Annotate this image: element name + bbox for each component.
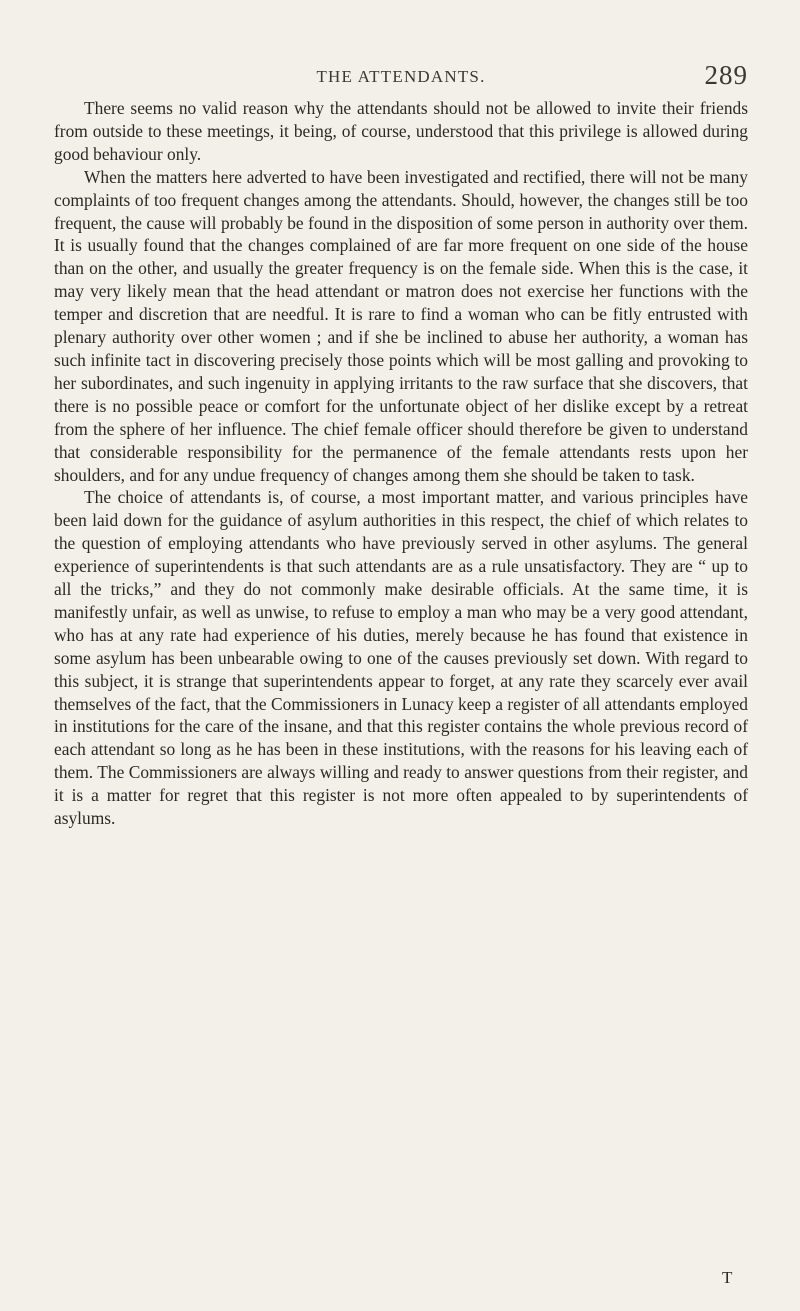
paragraph-friends: There seems no valid reason why the attendants should not be allowed to invite their friends from outside to these meetings, it being, of course, understood that this privilege is allowed during good behaviour only.: [54, 98, 748, 164]
running-title: THE ATTENDANTS.: [316, 67, 486, 86]
signature-mark: T: [722, 1268, 733, 1287]
paragraph-choice-of-attendants: The choice of attendants is, of course, a most important matter, and various principles have been laid down for the guidance of asylum authorities in this respect, the chief of which relates to the question of employing attendants who have previously served in other asylums. The general experience of superintendents is that such attendants are as a rule unsatisfactory. They are “ up to all the tricks,” and they do not commonly make desirable officials. At the same time, it is manifestly unfair, as well as unwise, to refuse to employ a man who may be a very good attendant, who has at any rate had experience of his duties, merely because he has found that existence in some asylum has been unbearable owing to one of the causes previously set down. With regard to this subject, it is strange that superintendents appear to forget, at any rate they scarcely ever avail themselves of the fact, that the Commissioners in Lunacy keep a register of all attendants employed in institutions for the care of the insane, and that this register contains the whole previous record of each attendant so long as he has been in these institutions, with the reasons for his leaving each of them. The Commissioners are always willing and ready to answer questions from their register, and it is a matter for regret that this register is not more often appealed to by superintendents of asylums.: [54, 487, 748, 829]
page-number: 289: [704, 60, 748, 90]
paragraph-frequent-changes: When the matters here adverted to have been investigated and rectified, there will not be many complaints of too frequent changes among the attendants. Should, however, the changes still be too frequent, the cause will probably be found in the disposition of some person in authority over them. It is usually found that the changes complained of are far more frequent on one side of the house than on the other, and usually the greater frequency is on the female side. When this is the case, it may very likely mean that the head attendant or matron does not exercise her functions with the temper and discretion that are needful. It is rare to find a woman who can be fitly entrusted with plenary authority over other women ; and if she be inclined to abuse her authority, a woman has such infinite tact in discovering precisely those points which will be most galling and provoking to her subordinates, and such ingenuity in applying irritants to the raw surface that she discovers, that there is no possible peace or comfort for the unfortunate object of her dislike except by a retreat from the sphere of her influence. The chief female officer should therefore be given to understand that considerable responsibility for the permanence of the female attendants rests upon her shoulders, and for any undue frequency of changes among them she should be taken to task.: [54, 166, 748, 485]
body-text: [54, 97, 748, 830]
running-head: [54, 60, 748, 94]
